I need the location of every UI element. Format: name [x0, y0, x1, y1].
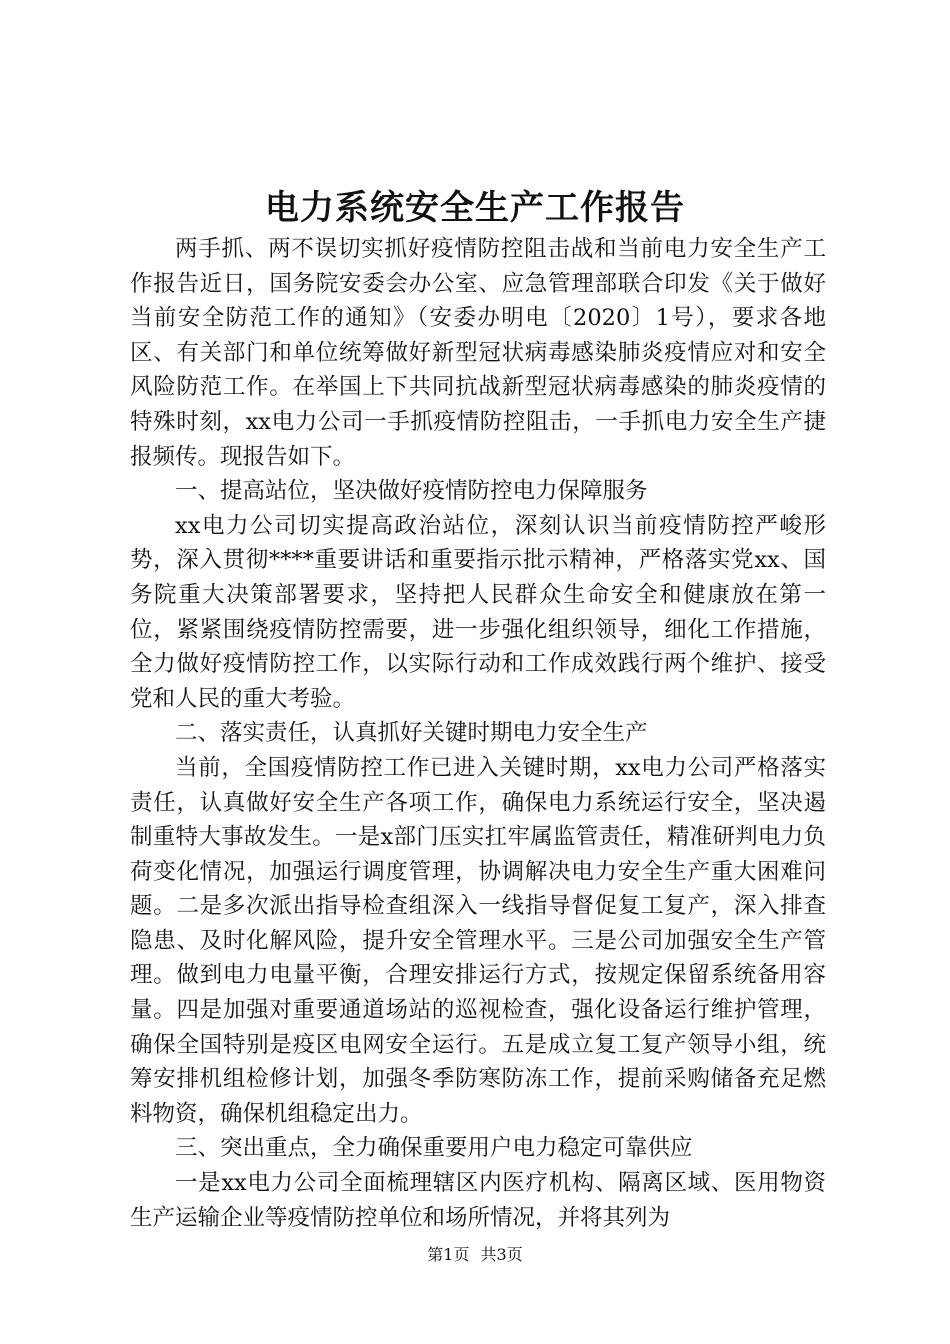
section-heading-3: 三、突出重点，全力确保重要用户电力稳定可靠供应 [175, 1135, 693, 1162]
document-body [130, 232, 826, 1235]
paragraph-section-1: xx电力公司切实提高政治站位，深刻认识当前疫情防控严峻形势，深入贯彻****重要讲话和重要指示批示精神，严格落实党xx、国务院重大决策部署要求，坚持把人民群众生命安全和健康放在第一位，紧紧围绕疫情防控需要，进一步强化组织领导，细化工作措施，全力做好疫情防控工作，以实际行动和工作成效践行两个维护、接受党和人民的重大考验。 [130, 512, 826, 712]
page-footer [0, 1244, 950, 1266]
paragraph-intro: 两手抓、两不误切实抓好疫情防控阻击战和当前电力安全生产工作报告近日，国务院安委会办公室、应急管理部联合印发《关于做好当前安全防范工作的通知》（安委办明电〔2020〕1号），要求各地区、有关部门和单位统筹做好新型冠状病毒感染肺炎疫情应对和安全风险防范工作。在举国上下共同抗战新型冠状病毒感染的肺炎疫情的特殊时刻，xx电力公司一手抓疫情防控阻击，一手抓电力安全生产捷报频传。现报告如下。 [130, 236, 826, 470]
section-heading-1: 一、提高站位，坚决做好疫情防控电力保障服务 [175, 478, 648, 505]
document-title: 电力系统安全生产工作报告 [265, 188, 685, 228]
page-number: 第1页 [427, 1245, 470, 1264]
paragraph-section-2: 当前，全国疫情防控工作已进入关键时期，xx电力公司严格落实责任，认真做好安全生产各项工作，确保电力系统运行安全，坚决遏制重特大事故发生。一是x部门压实扛牢属监管责任，精准研判电力负荷变化情况，加强运行调度管理，协调解决电力安全生产重大困难问题。二是多次派出指导检查组深入一线指导督促复工复产，深入排查隐患、及时化解风险，提升安全管理水平。三是公司加强安全生产管理。做到电力电量平衡，合理安排运行方式，按规定保留系统备用容量。四是加强对重要通道场站的巡视检查，强化设备运行维护管理，确保全国特别是疫区电网安全运行。五是成立复工复产领导小组，统筹安排机组检修计划，加强冬季防寒防冻工作，提前采购储备充足燃料物资，确保机组稳定出力。 [130, 754, 826, 1127]
page-total: 共3页 [480, 1245, 523, 1264]
section-heading-2: 二、落实责任，认真抓好关键时期电力安全生产 [175, 720, 648, 747]
paragraph-section-3: 一是xx电力公司全面梳理辖区内医疗机构、隔离区域、医用物资生产运输企业等疫情防控单位和场所情况，并将其列为 [130, 1170, 826, 1231]
